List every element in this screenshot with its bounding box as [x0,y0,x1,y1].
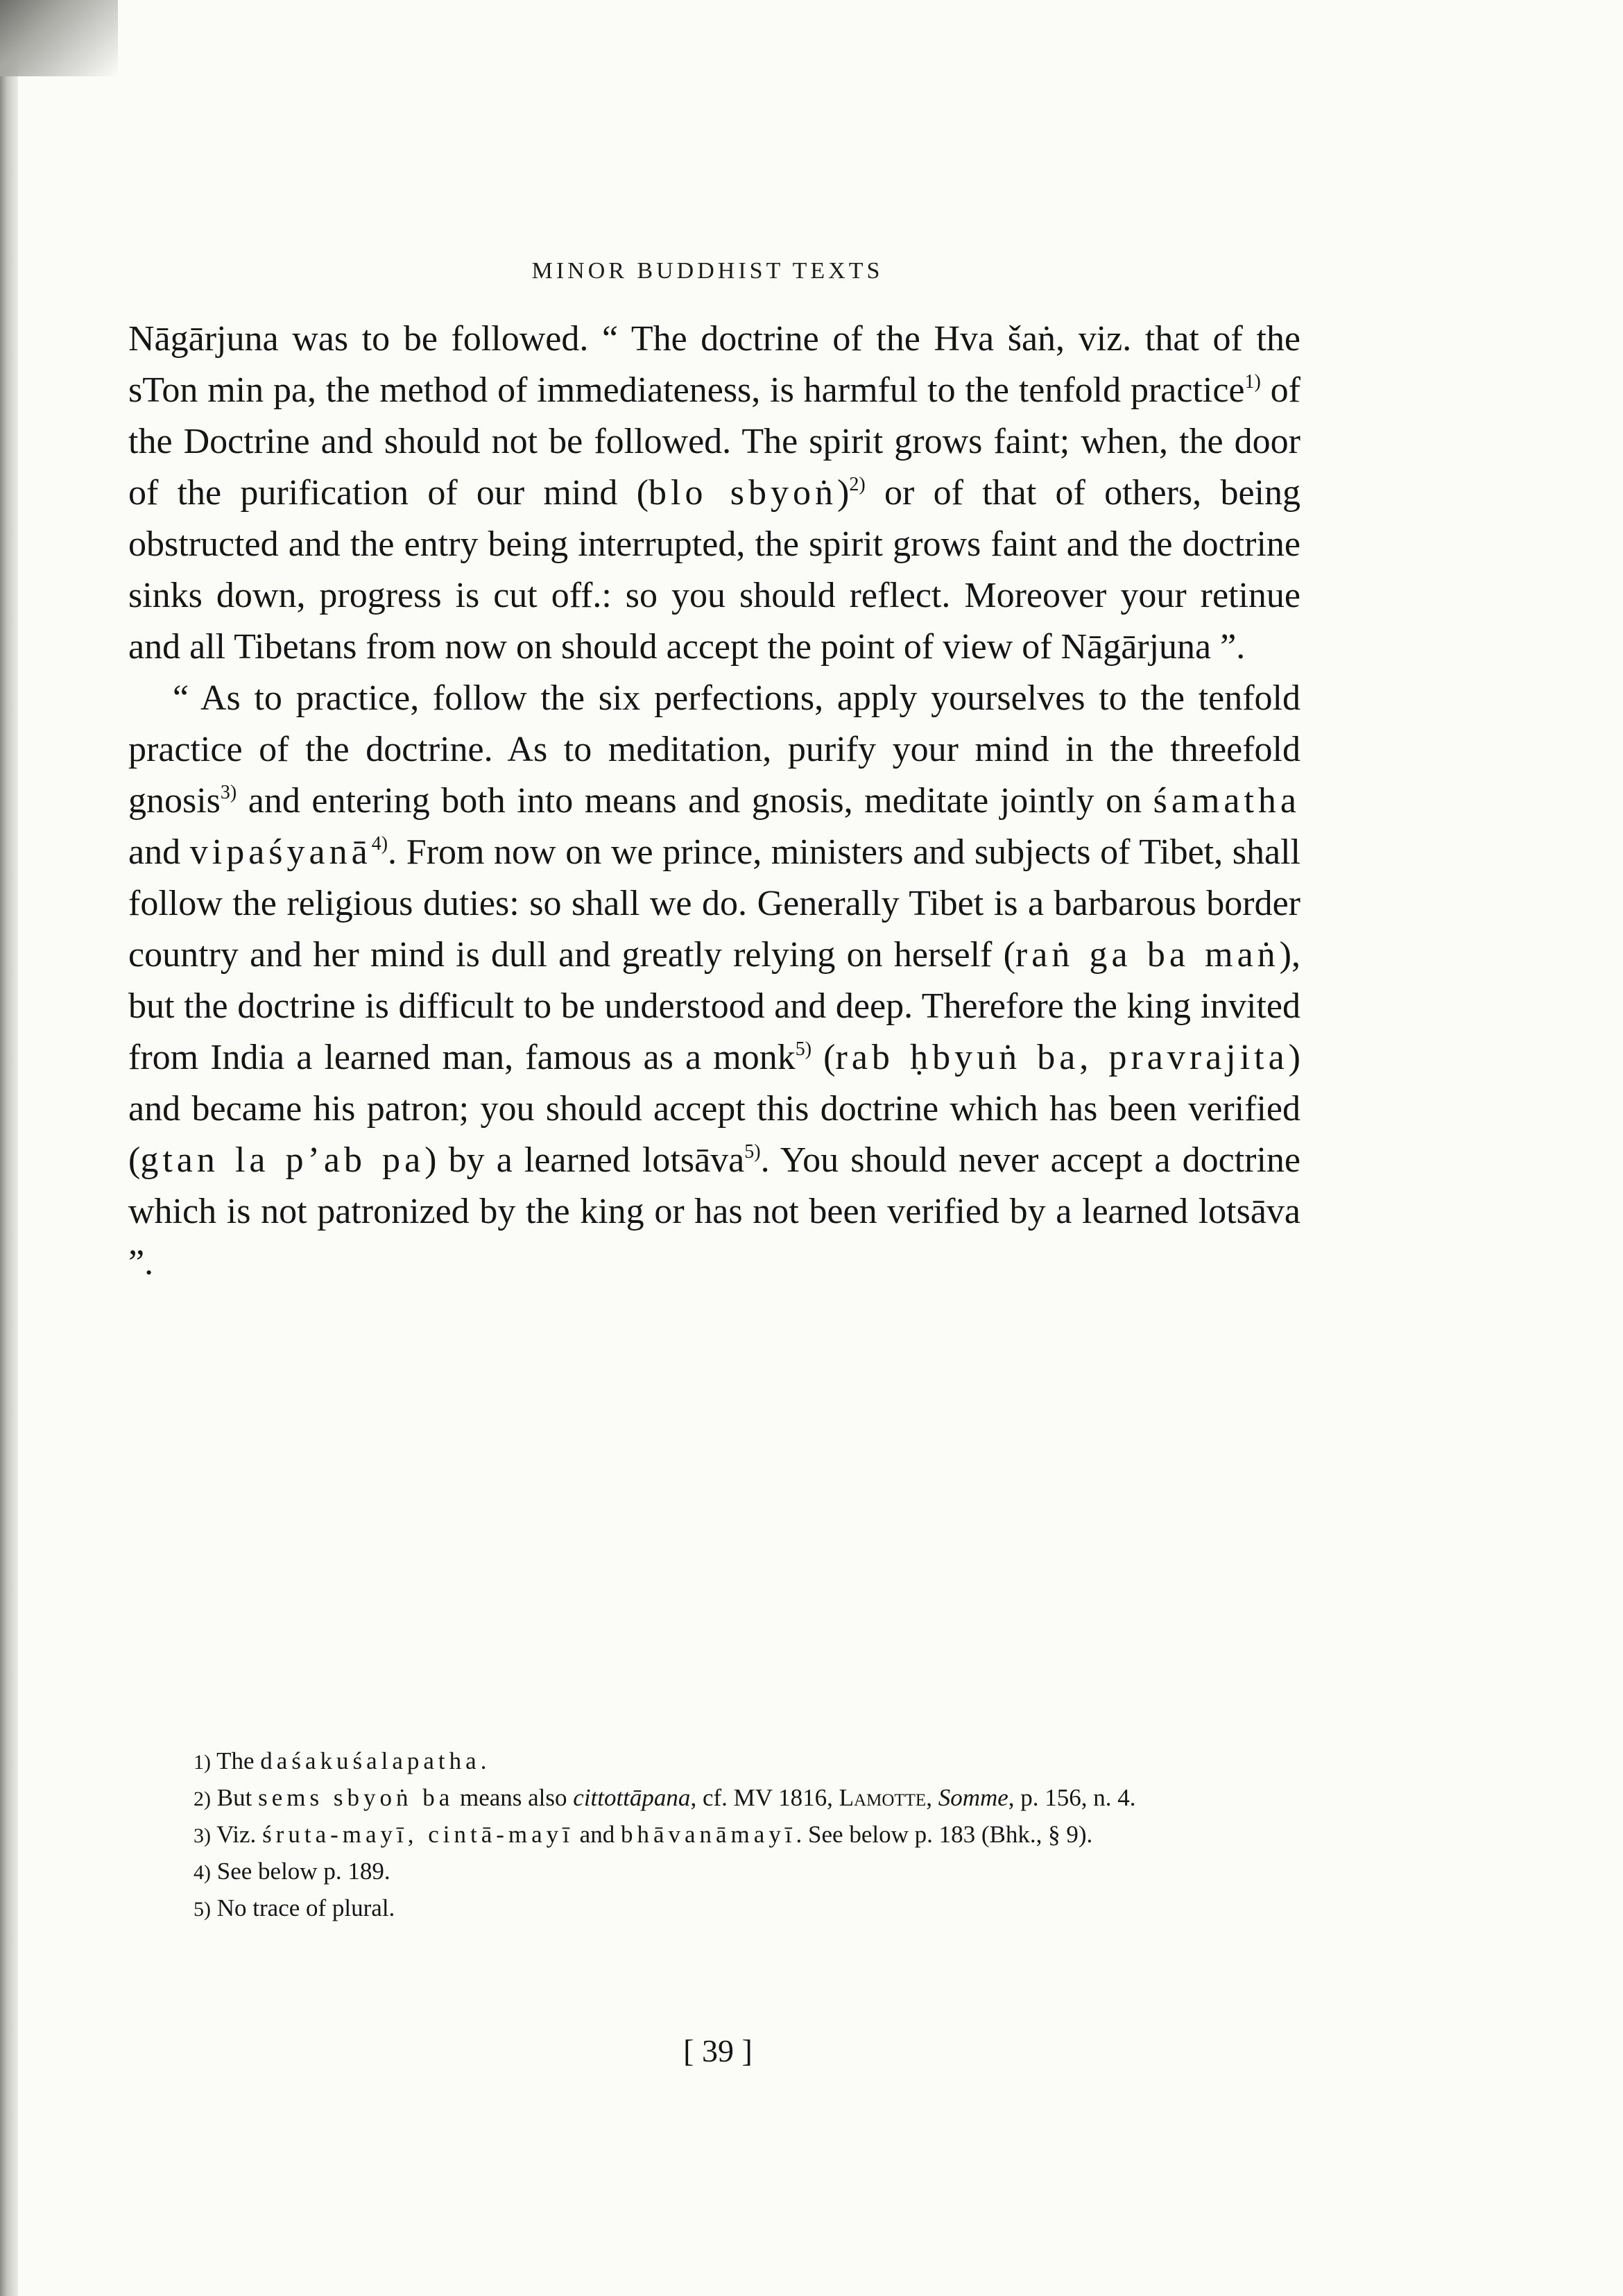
text-run: means also [454,1784,574,1811]
text-run: , [926,1784,938,1811]
text-run: ), but the doctrine is difficult to be understood and deep. Therefore the king invited from India a learned man, famous as a monk [128,935,1300,1077]
paragraph-1 [128,314,1300,673]
footnote-ref: 4) [371,833,388,855]
footnote-4 [128,1853,1300,1890]
spaced-term: bhāvanāmayī [620,1821,796,1848]
footnote-1 [128,1743,1300,1780]
spaced-term: sems sbyoṅ ba [258,1784,454,1811]
main-text [128,314,1300,1289]
text-run: or of that of others, being obstructed and the entry being interrupted, the spirit grows faint and the doctrine sinks down, progress is cut off.: so you should reflect. Moreover your retinue and all Tibetans from now on should accept the point of view of Nāgārjuna ”. [128,473,1300,667]
spaced-term: daśakuśalapatha [260,1747,481,1774]
footnote-3 [128,1817,1300,1853]
page-number: [ 39 ] [683,2033,753,2068]
footnote-ref: 5) [744,1141,761,1163]
text-run: . You should never accept a doctrine which is not patronized by the king or has not been verified by a learned lotsāva ”. [128,1140,1301,1283]
text-run: ) and became his patron; you should accept this doctrine which has been verified ( [128,1038,1300,1180]
text-run: , p. 156, n. 4. [1008,1784,1136,1811]
text-run: of the Doctrine and should not be followed. The spirit grows faint; when, the door of the purification of our mind ( [128,370,1300,513]
italic-title: Somme [938,1784,1008,1811]
text-run: and [573,1821,621,1848]
footnote-5 [128,1890,1300,1927]
text-run: See below p. 189. [211,1858,390,1885]
text-run: ( [812,1038,836,1077]
text-run: But [211,1784,259,1811]
text-run: ) by a learned lotsāva [424,1140,745,1180]
running-head: MINOR BUDDHIST TEXTS [531,258,884,284]
text-run: , cf. MV 1816, [690,1784,839,1811]
scan-shadow [0,0,118,76]
tibetan-term: gtan la p’ab pa [140,1140,425,1180]
footnote-2 [128,1780,1300,1817]
footnote-number: 5) [194,1898,211,1921]
text-run: Viz. [211,1821,263,1848]
footnote-ref: 1) [1244,371,1261,393]
text-run: ) [837,473,850,513]
footnote-number: 3) [194,1824,211,1847]
text-run: “ As to practice, follow the six perfections, apply yourselves to the tenfold practice of the doctrine. As to meditation, purify your mind in the threefold gnosis [128,678,1300,821]
text-run: Nāgārjuna was to be followed. “ The doctrine of the Hva šaṅ, viz. that of the sTon min pa, the method of immediateness, is harmful to the tenfold practice [128,319,1300,410]
text-run: and entering both into means and gnosis, meditate jointly on [237,781,1153,821]
spaced-term: śruta-mayī, cintā-mayī [262,1821,574,1848]
footnote-ref: 3) [220,782,237,803]
tibetan-term: rab ḥbyuṅ ba, pravrajita [835,1038,1289,1077]
footnote-number: 4) [194,1861,211,1884]
text-run: No trace of plural. [211,1894,395,1921]
text-run: . [480,1747,487,1774]
footnotes [128,1743,1300,1927]
paragraph-2 [128,673,1300,1289]
text-run: . From now on we prince, ministers and subjects of Tibet, shall follow the religious duties: so shall we do. Generally Tibet is a barbarous border country and her mind is dull and greatly relying on herself ( [128,832,1300,975]
sanskrit-term: vipaśyanā [189,832,372,872]
text-run: . See below p. 183 (Bhk., § 9). [796,1821,1093,1848]
footnote-ref: 2) [849,474,866,495]
tibetan-term: raṅ ga ba maṅ [1015,935,1280,975]
sanskrit-term: śamatha [1153,781,1300,821]
author-name: Lamotte [839,1784,927,1811]
tibetan-term: blo sbyoṅ [649,473,838,513]
text-run: The [211,1747,261,1774]
footnote-number: 1) [194,1751,211,1774]
scan-edge [0,0,18,2296]
italic-term: cittottāpana [573,1784,691,1811]
text-run: and [128,832,190,872]
footnote-number: 2) [194,1788,211,1810]
footnote-ref: 5) [795,1038,812,1060]
